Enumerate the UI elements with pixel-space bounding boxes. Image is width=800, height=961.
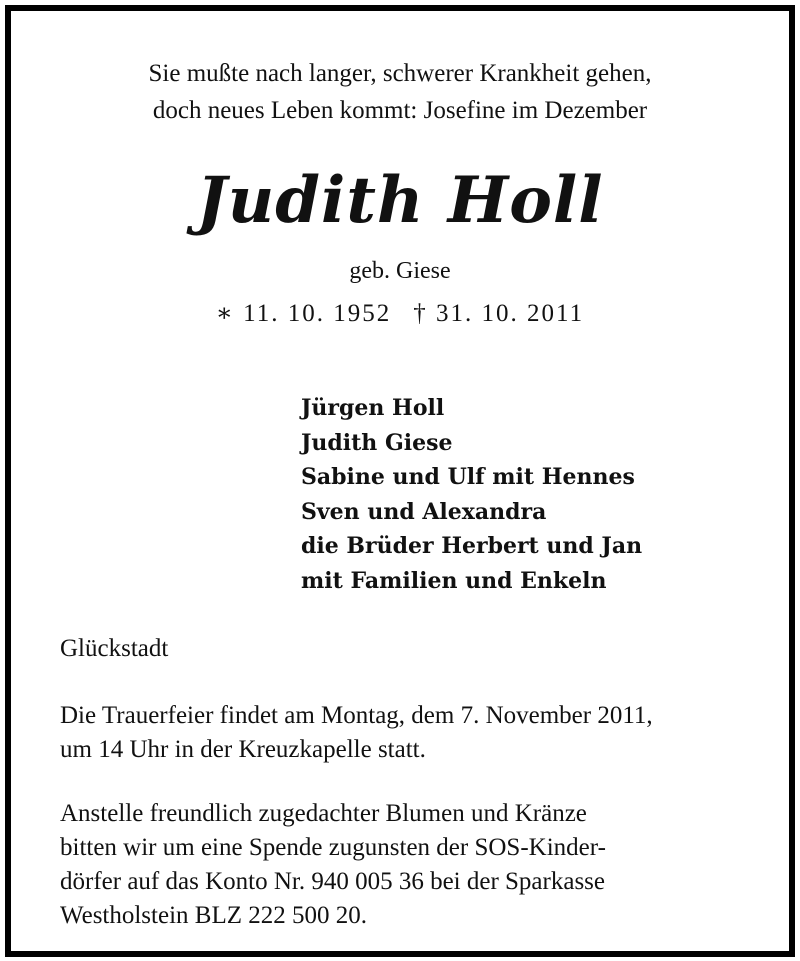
mourner: Sabine und Ulf mit Hennes <box>301 464 635 490</box>
donation-line: dörfer auf das Konto Nr. 940 005 36 bei der Sparkasse <box>60 868 606 895</box>
maiden-name: geb. Giese <box>349 258 451 284</box>
donation-line: bitten wir um eine Spende zugunsten der SOS-Kinder- <box>60 834 606 861</box>
mourners-list <box>301 391 642 598</box>
intro-line: Sie mußte nach langer, schwerer Krankheit gehen, <box>148 60 652 87</box>
mourner: Sven und Alexandra <box>301 498 547 525</box>
life-dates <box>11 298 789 330</box>
ceremony-line: Die Trauerfeier findet am Montag, dem 7. November 2011, <box>60 702 653 729</box>
obituary-frame <box>5 5 795 957</box>
birth-date: ∗ 11. 10. 1952 <box>215 300 392 327</box>
intro-line: doch neues Leben kommt: Josefine im Dezember <box>152 97 648 124</box>
ceremony-line: um 14 Uhr in der Kreuzkapelle statt. <box>60 736 426 763</box>
mourner: die Brüder Herbert und Jan <box>301 533 643 559</box>
intro-verse <box>11 55 789 129</box>
deceased-name: Judith Holl <box>196 163 604 238</box>
mourner: mit Familien und Enkeln <box>301 567 607 594</box>
donation-line: Westholstein BLZ 222 500 20. <box>60 902 367 929</box>
death-date: † 31. 10. 2011 <box>413 300 585 327</box>
ceremony-notice <box>60 699 653 767</box>
place-name: Glückstadt <box>60 635 169 662</box>
donation-notice <box>60 797 606 933</box>
mourner: Jürgen Holl <box>301 395 445 421</box>
mourner: Judith Giese <box>301 429 453 456</box>
donation-line: Anstelle freundlich zugedachter Blumen und Kränze <box>60 800 587 827</box>
